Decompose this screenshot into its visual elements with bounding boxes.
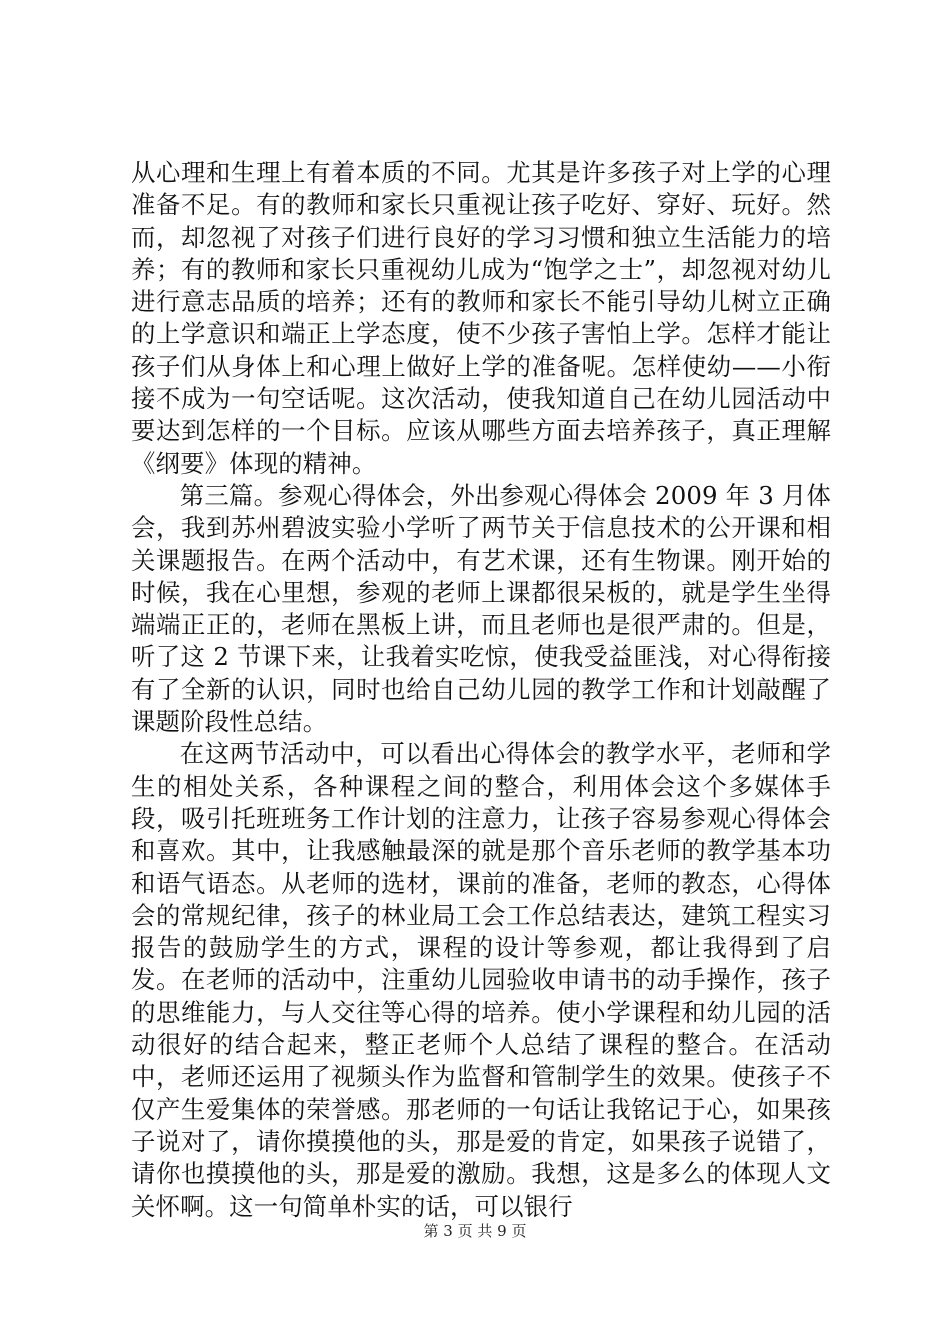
paragraph-continuation: 从心理和生理上有着本质的不同。尤其是许多孩子对上学的心理准备不足。有的教师和家长只重视让孩子吃好、穿好、玩好。然而，却忽视了对孩子们进行良好的学习习惯和独立生活能力的培养；有的教师和家长只重视幼儿成为“饱学之士”，却忽视对幼儿进行意志品质的培养；还有的教师和家长不能引导幼儿树立正确的上学意识和端正上学态度，使不少孩子害怕上学。怎样才能让孩子们从身体上和心理上做好上学的准备呢。怎样使幼——小衔接不成为一句空话呢。这次活动，使我知道自己在幼儿园活动中要达到怎样的一个目标。应该从哪些方面去培养孩子，真正理解《纲要》体现的精神。: [131, 158, 831, 478]
paragraph-third-article: 第三篇。参观心得体会，外出参观心得体会 2009 年 3 月体会，我到苏州碧波实验小学听了两节关于信息技术的公开课和相关课题报告。在两个活动中，有艺术课，还有生物课。刚开始的时候，我在心里想，参观的老师上课都很呆板的，就是学生坐得端端正正的，老师在黑板上讲，而且老师也是很严肃的。但是，听了这 2 节课下来，让我着实吃惊，使我受益匪浅，对心得衔接有了全新的认识，同时也给自己幼儿园的教学工作和计划敲醒了课题阶段性总结。: [131, 480, 831, 737]
document-body: [131, 157, 831, 1223]
page-number-footer: 第 3 页 共 9 页: [423, 1222, 527, 1240]
paragraph-activity-reflection: 在这两节活动中，可以看出心得体会的教学水平，老师和学生的相处关系，各种课程之间的整合，利用体会这个多媒体手段，吸引托班班务工作计划的注意力，让孩子容易参观心得体会和喜欢。其中，让我感触最深的就是那个音乐老师的教学基本功和语气语态。从老师的选材，课前的准备，老师的教态，心得体会的常规纪律，孩子的林业局工会工作总结表达，建筑工程实习报告的鼓励学生的方式，课程的设计等参观，都让我得到了启发。在老师的活动中，注重幼儿园验收申请书的动手操作，孩子的思维能力，与人交往等心得的培养。使小学课程和幼儿园的活动很好的结合起来，整正老师个人总结了课程的整合。在活动中，老师还运用了视频头作为监督和管制学生的效果。使孩子不仅产生爱集体的荣誉感。那老师的一句话让我铭记于心，如果孩子说对了，请你摸摸他的头，那是爱的肯定，如果孩子说错了，请你也摸摸他的头，那是爱的激励。我想，这是多么的体现人文关怀啊。这一句简单朴实的话，可以银行: [131, 739, 831, 1221]
